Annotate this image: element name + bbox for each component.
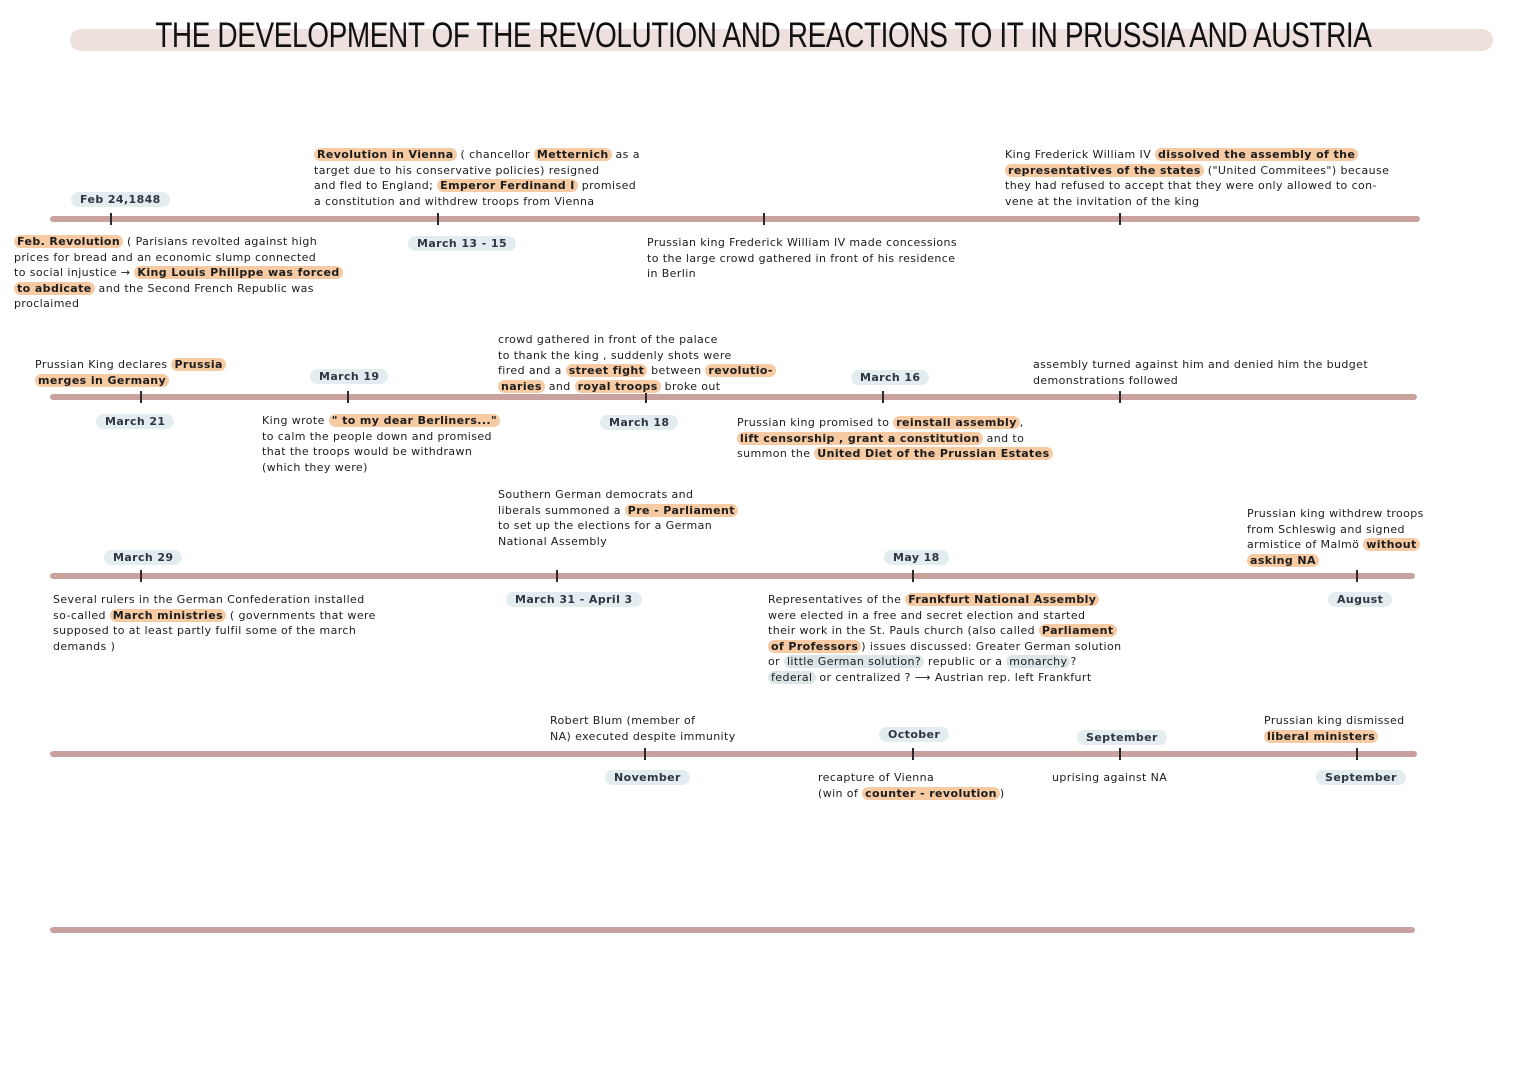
tick-concessions (763, 213, 765, 225)
tick-may18 (912, 570, 914, 582)
note-text: ) (999, 786, 1005, 800)
highlight-orange: to abdicate (14, 282, 95, 295)
highlight-orange: lift censorship , grant a constitution (737, 432, 983, 445)
note-text: vene at the invitation of the king (1005, 194, 1200, 208)
note-text: or (768, 655, 784, 668)
note-line (14, 250, 343, 266)
note-text: recapture of Vienna (818, 771, 935, 784)
highlight-orange: Emperor Ferdinand I (437, 179, 578, 192)
note-text: fired and a (498, 364, 566, 377)
highlight-orange: Parliament (1039, 624, 1117, 637)
note-text: republic or a (924, 655, 1007, 668)
highlight-orange: naries (498, 380, 545, 393)
date-october: October (879, 727, 949, 742)
note-text: their work in the St. Pauls church (also called (768, 624, 1039, 637)
date-march13: March 13 - 15 (408, 236, 516, 251)
date-march21: March 21 (96, 414, 174, 429)
tick-september2 (1356, 748, 1358, 760)
note-text: ( chancellor (456, 148, 534, 161)
note-text: demands ) (53, 639, 116, 653)
note-line (1247, 553, 1424, 569)
note-line (647, 235, 957, 251)
tick-november (644, 748, 646, 760)
note-line (498, 518, 738, 534)
date-march31: March 31 - April 3 (506, 592, 642, 607)
event-street-fight (498, 332, 776, 394)
note-text: so-called (53, 608, 110, 622)
note-line (262, 460, 500, 476)
note-text: were elected in a free and secret election and started (768, 608, 1086, 622)
date-november: November (605, 770, 690, 785)
highlight-orange: street fight (566, 364, 648, 377)
note-text: to calm the people down and promised (262, 429, 492, 443)
note-line (314, 178, 640, 194)
note-line (768, 608, 1122, 624)
note-text: Prussian King declares (35, 358, 172, 371)
timeline-row-2 (50, 394, 1417, 400)
note-text: crowd gathered in front of the palace (498, 333, 718, 346)
note-line (1005, 147, 1389, 163)
note-line (53, 592, 376, 608)
note-text: National Assembly (498, 534, 608, 548)
tick-march29 (140, 570, 142, 582)
highlight-orange: representatives of the states (1005, 164, 1204, 177)
note-text: King wrote (262, 414, 329, 427)
note-text: Representatives of the (768, 593, 906, 606)
highlight-orange: Frankfurt National Assembly (905, 593, 1099, 606)
event-dear-berliners (262, 413, 500, 475)
highlight-orange: counter - revolution (862, 787, 1000, 800)
note-line (498, 487, 738, 503)
note-line (818, 770, 1005, 786)
note-line (262, 444, 500, 460)
note-text: uprising against NA (1052, 771, 1168, 784)
highlight-orange: United Diet of the Prussian Estates (814, 447, 1052, 460)
event-concessions (647, 235, 957, 282)
note-line (262, 429, 500, 445)
note-text: between (647, 364, 706, 377)
highlight-orange: Revolution in Vienna (314, 148, 457, 161)
note-line (1264, 729, 1405, 745)
note-line (768, 639, 1122, 655)
note-line (314, 163, 640, 179)
event-revolution-vienna (314, 147, 640, 209)
note-line (768, 654, 1122, 670)
note-text: liberals summoned a (498, 503, 625, 517)
note-line (1052, 770, 1167, 786)
note-line (498, 503, 738, 519)
highlight-orange: dissolved the assembly of the (1155, 148, 1358, 161)
note-text: and (544, 379, 575, 393)
note-text: to the large crowd gathered in front of his residence (647, 251, 956, 265)
date-august: August (1328, 592, 1392, 607)
highlight-blue: little German solution? (784, 655, 924, 668)
note-text: prices for bread and an economic slump connected (14, 250, 317, 264)
event-liberal-ministers-dismissed (1264, 713, 1405, 744)
note-line (498, 534, 738, 550)
note-text: , (1019, 416, 1024, 429)
note-line (1264, 713, 1405, 729)
note-text: that the troops would be withdrawn (262, 445, 473, 458)
note-text: ? (1070, 655, 1077, 668)
note-line (14, 281, 343, 297)
highlight-orange: reinstall assembly (893, 416, 1020, 429)
highlight-blue: federal (768, 671, 816, 684)
note-text: Prussian king withdrew troops (1247, 507, 1424, 520)
note-text: in Berlin (647, 267, 697, 280)
note-line (262, 413, 500, 429)
note-text: Southern German democrats and (498, 488, 694, 501)
timeline-row-1 (50, 216, 1420, 222)
highlight-orange: asking NA (1247, 554, 1319, 567)
note-text: and fled to England; (314, 179, 438, 192)
note-line (647, 251, 957, 267)
highlight-orange: Prussia (171, 358, 225, 371)
note-line (1033, 373, 1368, 389)
note-line (14, 265, 343, 281)
note-line (1005, 178, 1389, 194)
note-line (647, 266, 957, 282)
date-may18: May 18 (884, 550, 949, 565)
note-line (498, 348, 776, 364)
note-text: King Frederick William IV (1005, 148, 1156, 161)
date-september-2: September (1316, 770, 1406, 785)
note-text: (win of (818, 786, 863, 800)
note-text: proclaimed (14, 297, 80, 310)
highlight-orange: royal troops (575, 380, 661, 393)
tick-dissolved (1119, 213, 1121, 225)
date-march19: March 19 (310, 369, 388, 384)
note-text: ("United Commitees") because (1203, 163, 1390, 177)
note-text: supposed to at least partly fulfil some of the march (53, 624, 357, 637)
date-feb24: Feb 24,1848 (71, 192, 170, 207)
note-text: from Schleswig and signed (1247, 522, 1405, 536)
note-text: ( governments that were (226, 608, 376, 622)
event-pre-parliament (498, 487, 738, 549)
event-feb-revolution (14, 234, 343, 312)
tick-september1 (1119, 748, 1121, 760)
date-september-1: September (1077, 730, 1167, 745)
note-text: armistice of Malmö (1247, 538, 1364, 551)
note-text: Several rulers in the German Confederation installed (53, 593, 365, 606)
note-text: demonstrations followed (1033, 373, 1179, 387)
event-prussia-merges (35, 357, 226, 388)
note-text: ( Parisians revolted against high (123, 235, 318, 248)
note-line (498, 332, 776, 348)
note-line (1247, 506, 1424, 522)
highlight-orange: Feb. Revolution (14, 235, 123, 248)
timeline-row-4 (50, 751, 1417, 757)
note-text: assembly turned against him and denied him the budget (1033, 358, 1369, 371)
note-text: they had refused to accept that they were only allowed to con- (1005, 179, 1377, 192)
note-text: summon the (737, 447, 815, 460)
note-text: promised (577, 179, 637, 192)
note-line (737, 431, 1053, 447)
note-line (818, 786, 1005, 802)
tick-march31 (556, 570, 558, 582)
date-march16: March 16 (851, 370, 929, 385)
note-line (1247, 522, 1424, 538)
event-assembly-dissolved (1005, 147, 1389, 209)
event-frankfurt-assembly (768, 592, 1122, 685)
note-line (314, 194, 640, 210)
tick-october (912, 748, 914, 760)
tick-march13 (437, 213, 439, 225)
event-robert-blum (550, 713, 736, 744)
note-text: Prussian king dismissed (1264, 714, 1405, 727)
note-line (314, 147, 640, 163)
note-text: to social injustice → (14, 266, 135, 279)
timeline-row-5 (50, 927, 1415, 933)
note-text: a constitution and withdrew troops from Vienna (314, 194, 595, 208)
note-line (737, 415, 1053, 431)
note-text: (which they were) (262, 460, 368, 474)
note-line (498, 363, 776, 379)
tick-march19 (347, 391, 349, 403)
highlight-orange: March ministries (110, 609, 226, 622)
note-text: to thank the king , suddenly shots were (498, 348, 732, 362)
note-line (1033, 357, 1368, 373)
note-line (53, 623, 376, 639)
note-text: NA) executed despite immunity (550, 729, 736, 743)
note-text: or centralized ? ⟶ Austrian rep. left Frankfurt (815, 670, 1092, 684)
note-text: broke out (660, 379, 721, 393)
note-text: Prussian king promised to (737, 416, 894, 429)
highlight-orange: " to my dear Berliners..." (329, 414, 500, 427)
note-line (1247, 537, 1424, 553)
timeline-row-3 (50, 573, 1415, 579)
note-line (768, 623, 1122, 639)
highlight-orange: King Louis Philippe was forced (134, 266, 342, 279)
note-text: as a (611, 148, 640, 161)
highlight-orange: Pre - Parliament (625, 504, 738, 517)
note-line (14, 296, 343, 312)
note-line (768, 592, 1122, 608)
highlight-blue: monarchy (1006, 655, 1070, 668)
note-line (1005, 194, 1389, 210)
note-text: Robert Blum (member of (550, 714, 696, 727)
event-malmo-armistice (1247, 506, 1424, 568)
note-text: Prussian king Frederick William IV made concessions (647, 236, 958, 249)
highlight-orange: Metternich (534, 148, 612, 161)
note-text: and to (982, 431, 1025, 445)
note-line (14, 234, 343, 250)
note-line (1005, 163, 1389, 179)
note-line (550, 713, 736, 729)
date-march29: March 29 (104, 550, 182, 565)
note-line (768, 670, 1122, 686)
page-title: THE DEVELOPMENT OF THE REVOLUTION AND REACTIONS TO IT IN PRUSSIA AND AUSTRIA (155, 16, 1372, 55)
date-march18: March 18 (600, 415, 678, 430)
note-line (53, 639, 376, 655)
note-line (498, 379, 776, 395)
note-line (35, 373, 226, 389)
highlight-orange: without (1363, 538, 1419, 551)
event-reinstall-assembly (737, 415, 1053, 462)
note-line (35, 357, 226, 373)
note-line (53, 608, 376, 624)
highlight-orange: revolutio- (705, 364, 775, 377)
event-uprising-na (1052, 770, 1167, 786)
tick-march21 (140, 391, 142, 403)
note-line (737, 446, 1053, 462)
tick-feb24 (110, 213, 112, 225)
note-text: to set up the elections for a German (498, 519, 713, 532)
tick-august (1356, 570, 1358, 582)
event-recapture-vienna (818, 770, 1005, 801)
note-line (550, 729, 736, 745)
tick-march16 (882, 391, 884, 403)
highlight-orange: of Professors (768, 640, 861, 653)
note-text: target due to his conservative policies) resigned (314, 163, 600, 177)
highlight-orange: liberal ministers (1264, 730, 1378, 743)
tick-budget (1119, 391, 1121, 403)
highlight-orange: merges in Germany (35, 374, 169, 387)
event-budget-denied (1033, 357, 1368, 388)
event-march-ministries (53, 592, 376, 654)
note-text: ) issues discussed: Greater German solution (861, 639, 1122, 653)
note-text: and the Second French Republic was (94, 281, 314, 295)
